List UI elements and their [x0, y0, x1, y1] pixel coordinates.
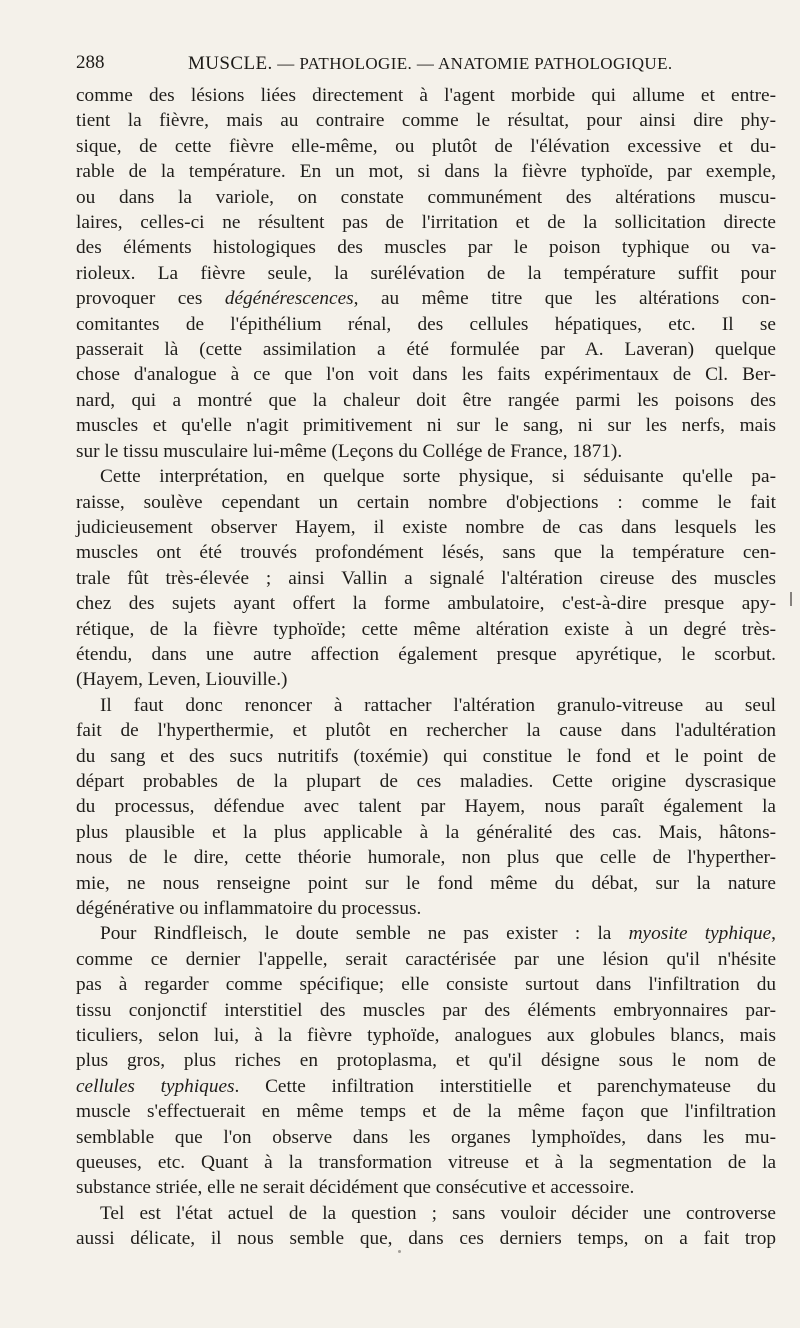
line-text-continued: ,: [771, 923, 776, 945]
line-text: ticuliers, selon lui, à la fièvre typhoïde, analogues aux globules blancs, mais: [76, 1025, 776, 1047]
line-text: fait de l'hyperthermie, et plutôt en rechercher la cause dans l'adultération: [76, 720, 776, 742]
line-text: comme ce dernier l'appelle, serait caractérisée par une lésion qu'il n'hésite: [76, 948, 776, 970]
line-text: du processus, défendue avec talent par Hayem, nous paraît également la: [76, 796, 776, 818]
line-text: des éléments histologiques des muscles par le poison typhique ou va-: [76, 237, 776, 259]
line-text: laires, celles-ci ne résultent pas de l'irritation et de la sollicitation directe: [76, 212, 776, 234]
line-text: Pour Rindfleisch, le doute semble ne pas exister : la: [100, 923, 629, 945]
line-text: substance striée, elle ne serait décidément que consécutive et accessoire.: [76, 1177, 635, 1199]
text-line: [76, 1048, 776, 1073]
italic-term: cellules typhiques: [76, 1075, 235, 1097]
line-text: sique, de cette fièvre elle-même, ou plutôt de l'élévation excessive et du-: [76, 135, 776, 157]
text-line: [76, 998, 776, 1023]
text-line: [76, 337, 776, 362]
text-line: [76, 667, 776, 692]
text-line: [76, 261, 776, 286]
line-text: sur le tissu musculaire lui-même (Leçons du Collége de France, 1871).: [76, 440, 623, 462]
line-text: ou dans la variole, on constate communément des altérations muscu-: [76, 186, 776, 208]
text-line: [76, 642, 776, 667]
text-line: [76, 159, 776, 184]
body-text: [76, 83, 776, 1252]
line-text: plus gros, plus riches en protoplasma, et qu'il désigne sous le nom de: [76, 1050, 776, 1072]
line-text: queuses, etc. Quant à la transformation vitreuse et à la segmentation de la: [76, 1152, 776, 1174]
text-line: [76, 108, 776, 133]
text-line: [76, 794, 776, 819]
text-line: [76, 591, 776, 616]
text-line: [76, 744, 776, 769]
line-text: du sang et des sucs nutritifs (toxémie) qui constitue le fond et le point de: [76, 745, 776, 767]
text-line: [76, 896, 776, 921]
text-line: [76, 820, 776, 845]
running-title: [188, 53, 673, 75]
subsubsection-title: ANATOMIE PATHOLOGIQUE.: [437, 54, 673, 73]
line-text: Cette interprétation, en quelque sorte physique, si séduisante qu'elle pa-: [100, 466, 776, 488]
line-text: semblable que l'on observe dans les organes lymphoïdes, dans les mu-: [76, 1126, 776, 1148]
line-text: départ probables de la plupart de ces maladies. Cette origine dyscrasique: [76, 770, 776, 792]
line-text-continued: . Cette infiltration interstitielle et parenchymateuse du: [234, 1075, 776, 1097]
line-text: nard, qui a montré que la chaleur doit être rangée parmi les poisons des: [76, 389, 776, 411]
text-line: [76, 718, 776, 743]
line-text: dégénérative ou inflammatoire du processus.: [76, 898, 422, 919]
margin-mark: [790, 592, 792, 606]
page-number: 288: [76, 52, 105, 73]
text-line: [76, 871, 776, 896]
line-text: tissu conjonctif interstitiel des muscles par des éléments embryonnaires par-: [76, 999, 776, 1021]
text-line: [76, 769, 776, 794]
section-title: MUSCLE.: [188, 53, 273, 74]
text-line: [76, 185, 776, 210]
text-line: [76, 83, 776, 108]
italic-term: myosite typhique: [628, 923, 772, 945]
text-line: [76, 1125, 776, 1150]
line-text: Tel est l'état actuel de la question ; sans vouloir décider une controverse: [100, 1202, 776, 1224]
text-line: [76, 312, 776, 337]
line-text: plus plausible et la plus applicable à la généralité des cas. Mais, hâtons-: [76, 821, 776, 843]
line-text: provoquer ces: [76, 288, 225, 310]
text-line: [76, 286, 776, 311]
line-text: trale fût très-élevée ; ainsi Vallin a signalé l'altération cireuse des muscles: [76, 567, 776, 589]
text-line: [76, 1201, 776, 1226]
text-line: [76, 210, 776, 235]
line-text: muscles ont été trouvés profondément lésés, sans que la température cen-: [76, 542, 776, 564]
line-text: pas à regarder comme spécifique; elle consiste surtout dans l'infiltration du: [76, 974, 776, 996]
text-line: [76, 540, 776, 565]
line-text: rioleux. La fièvre seule, la surélévation de la température suffit pour: [76, 262, 776, 284]
text-line: [76, 362, 776, 387]
line-text: comitantes de l'épithélium rénal, des cellules hépatiques, etc. Il se: [76, 313, 776, 335]
text-line: [76, 972, 776, 997]
line-text: rable de la température. En un mot, si dans la fièvre typhoïde, par exemple,: [76, 161, 776, 183]
text-line: [76, 1074, 776, 1099]
header-dash-1: —: [277, 54, 295, 73]
text-line: [76, 1099, 776, 1124]
line-text: muscle s'effectuerait en même temps et de la même façon que l'infiltration: [76, 1101, 776, 1123]
line-text: aussi délicate, il nous semble que, dans ces derniers temps, on a fait trop: [76, 1228, 776, 1250]
text-line: [76, 464, 776, 489]
text-line: [76, 921, 776, 946]
line-text: passerait là (cette assimilation a été formulée par A. Laveran) quelque: [76, 339, 776, 361]
line-text: Il faut donc renoncer à rattacher l'altération granulo-vitreuse au seul: [100, 694, 776, 716]
line-text: judicieusement observer Hayem, il existe nombre de cas dans lesquels les: [76, 516, 776, 538]
line-text: raisse, soulève cependant un certain nombre d'objections : comme le fait: [76, 491, 776, 513]
text-line: [76, 566, 776, 591]
subsection-title: PATHOLOGIE.: [299, 54, 413, 73]
line-text: comme des lésions liées directement à l'agent morbide qui allume et entre-: [76, 85, 776, 106]
running-header: [76, 52, 776, 80]
italic-term: dégénérescences: [224, 288, 354, 310]
line-text: (Hayem, Leven, Liouville.): [76, 669, 288, 691]
text-line: [76, 388, 776, 413]
line-text: tient la fièvre, mais au contraire comme le résultat, pour ainsi dire phy-: [76, 110, 776, 132]
page-speck: [398, 1250, 401, 1253]
line-text: rétique, de la fièvre typhoïde; cette même altération existe à un degré très-: [76, 618, 776, 640]
text-line: [76, 515, 776, 540]
line-text: nous de le dire, cette théorie humorale, non plus que celle de l'hyperther-: [76, 847, 776, 869]
text-line: [76, 490, 776, 515]
header-dash-2: —: [416, 54, 435, 73]
text-line: [76, 1023, 776, 1048]
text-line: [76, 134, 776, 159]
text-line: [76, 235, 776, 260]
line-text-continued: , au même titre que les altérations con-: [353, 288, 776, 310]
line-text: mie, ne nous renseigne point sur le fond même du débat, sur la nature: [76, 872, 776, 894]
text-line: [76, 693, 776, 718]
line-text: muscles et qu'elle n'agit primitivement ni sur le sang, ni sur les nerfs, mais: [76, 415, 776, 437]
line-text: chez des sujets ayant offert la forme ambulatoire, c'est-à-dire presque apy-: [76, 593, 776, 615]
text-line: [76, 439, 776, 464]
text-line: [76, 1226, 776, 1251]
text-line: [76, 947, 776, 972]
line-text: chose d'analogue à ce que l'on voit dans les faits expérimentaux de Cl. Ber-: [76, 364, 776, 386]
line-text: étendu, dans une autre affection également presque apyrétique, le scorbut.: [76, 643, 776, 665]
text-line: [76, 413, 776, 438]
text-line: [76, 617, 776, 642]
text-line: [76, 1150, 776, 1175]
text-line: [76, 845, 776, 870]
text-line: [76, 1175, 776, 1200]
